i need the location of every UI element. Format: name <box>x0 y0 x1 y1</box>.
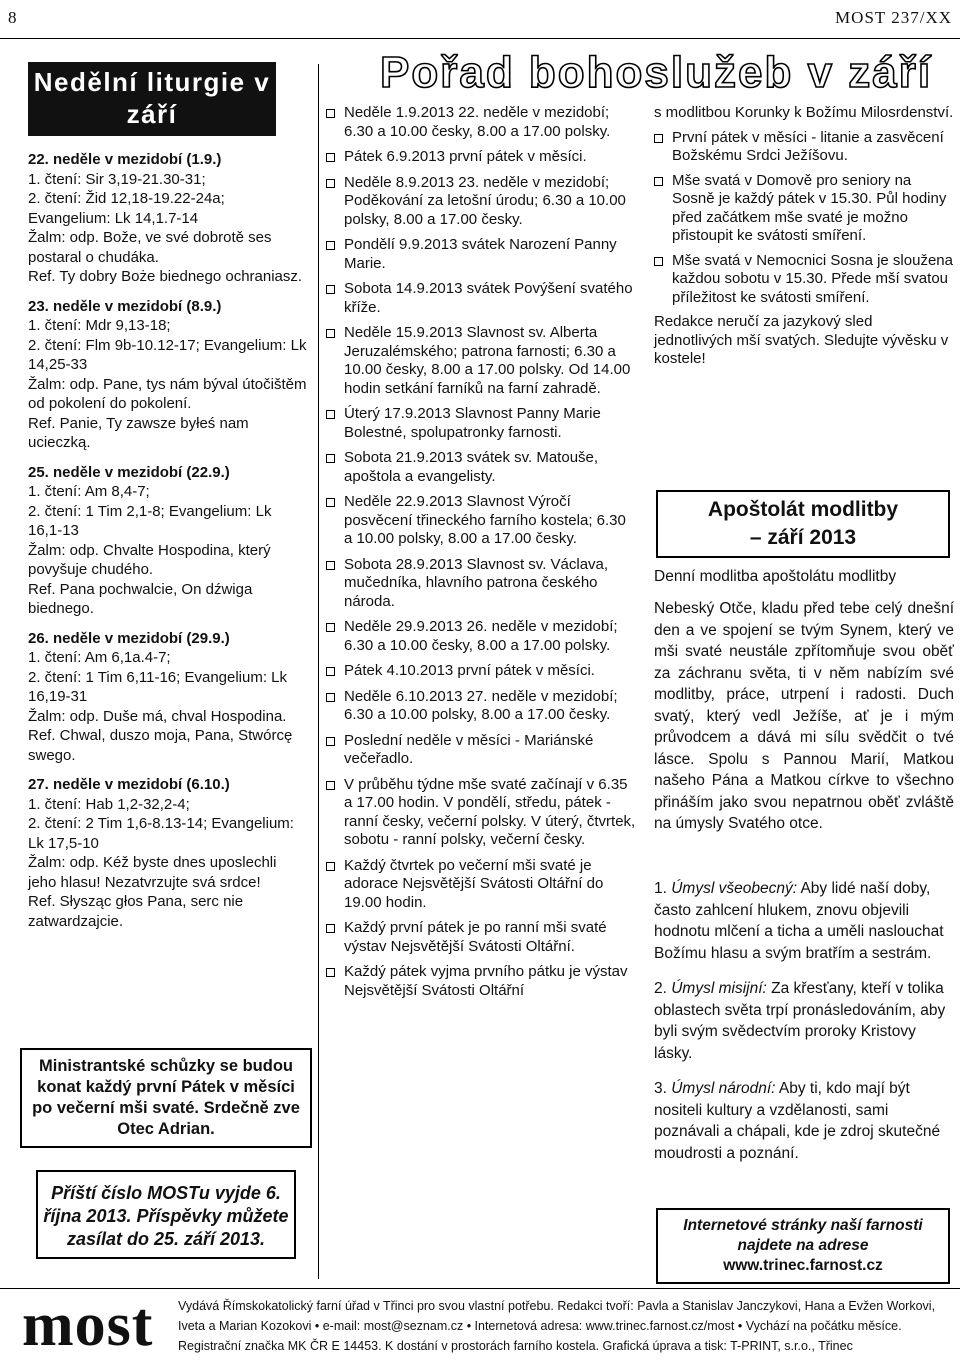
refrain: Ref. Ty dobry Boże biednego ochraniasz. <box>28 268 303 285</box>
week-27 <box>28 775 308 931</box>
week-title: 26. neděle v mezidobí (29.9.) <box>28 629 230 647</box>
refrain: Ref. Chwal, duszo moja, Pana, Stwórcę swego. <box>28 727 293 764</box>
ministrants-notice: Ministrantské schůzky se budou konat každý první Pátek v měsíci po večerní mši svaté. Srdečně zve Otec Adrian. <box>20 1048 312 1148</box>
issue-label: MOST 237/XX <box>835 8 952 27</box>
week-title: 23. neděle v mezidobí (8.9.) <box>28 297 222 315</box>
schedule-item: Pondělí 9.9.2013 svátek Narození Panny Marie. <box>326 236 636 273</box>
schedule-item: Sobota 21.9.2013 svátek sv. Matouše, apoštola a evangelisty. <box>326 449 636 486</box>
schedule-continued <box>654 104 954 375</box>
prayer-intentions <box>654 878 954 1178</box>
editorial-note: Redakce neručí za jazykový sled jednotlivých mší svatých. Sledujte vývěsku v kostele! <box>654 313 949 367</box>
reading: 2. čtení: 2 Tim 1,6-8.13-14; Evangelium: Lk 17,5-10 <box>28 815 294 852</box>
schedule-item: Mše svatá v Nemocnici Sosna je sloužena každou sobotu v 15.30. Přede mší svatou příležitost ke svátosti smíření. <box>654 252 954 308</box>
reading: 2. čtení: 1 Tim 6,11-16; Evangelium: Lk 16,19-31 <box>28 668 288 705</box>
week-26 <box>28 629 308 766</box>
schedule-item: Neděle 6.10.2013 27. neděle v mezidobí; 6.30 a 10.00 polsky, 8.00 a 17.00 česky. <box>326 688 636 725</box>
continuation-text: s modlitbou Korunky k Božímu Milosrdenství. <box>654 104 954 121</box>
reading: 2. čtení: Flm 9b-10.12-17; Evangelium: Lk 14,25-33 <box>28 336 307 373</box>
psalm: Žalm: odp. Pane, tys nám býval útočištěm od pokolení do pokolení. <box>28 375 307 412</box>
page-header <box>0 0 960 39</box>
week-title: 22. neděle v mezidobí (1.9.) <box>28 151 222 168</box>
week-title: 27. neděle v mezidobí (6.10.) <box>28 776 230 793</box>
schedule-item: Úterý 17.9.2013 Slavnost Panny Marie Bolestné, spolupatronky farnosti. <box>326 405 636 442</box>
refrain: Ref. Słysząc głos Pana, serc nie zatwardzajcie. <box>28 893 244 930</box>
schedule-title: Pořad bohoslužeb v září <box>380 48 933 97</box>
schedule-item: Každý pátek vyjma prvního pátku je výstav Nejsvětější Svátosti Oltářní <box>326 963 636 1000</box>
most-logo: most <box>22 1291 154 1359</box>
apostolat-subtitle: – září 2013 <box>749 526 857 549</box>
schedule-item: Neděle 29.9.2013 26. neděle v mezidobí; 6.30 a 10.00 česky, 8.00 a 17.00 polsky. <box>326 618 636 655</box>
reading: 1. čtení: Hab 1,2-32,2-4; <box>28 795 190 813</box>
schedule-item: Pátek 6.9.2013 první pátek v měsíci. <box>326 148 636 167</box>
schedule-item: V průběhu týdne mše svaté začínají v 6.35 a 17.00 hodin. V pondělí, středu, pátek - ranní česky, večerní polsky. V úterý, čtvrtek, sobotu - ranní polsky, večerní česky. <box>326 776 636 850</box>
schedule-item: Mše svatá v Domově pro seniory na Sosně je každý pátek v 15.30. Půl hodiny před začátkem mše svaté je možno přistoupit ke svátosti smíření. <box>654 172 954 246</box>
psalm: Žalm: odp. Kéž byste dnes uposlechli jeho hlasu! Nezatvrzujte svá srdce! <box>28 854 277 891</box>
website-text: Internetové stránky naší farnosti najdete na adrese <box>683 1217 923 1254</box>
schedule-item: Neděle 1.9.2013 22. neděle v mezidobí; 6.30 a 10.00 česky, 8.00 a 17.00 polsky. <box>326 104 636 141</box>
week-25 <box>28 463 308 619</box>
page-number: 8 <box>8 8 17 27</box>
website-notice <box>656 1208 950 1284</box>
refrain: Ref. Pana pochwalcie, On dźwiga biednego. <box>28 580 253 617</box>
schedule-item: Sobota 28.9.2013 Slavnost sv. Václava, mučedníka, hlavního patrona českého národa. <box>326 556 636 612</box>
reading: 1. čtení: Sir 3,19-21.30-31; <box>28 170 206 188</box>
reading: 1. čtení: Mdr 9,13-18; <box>28 317 171 334</box>
column-divider <box>318 64 319 1279</box>
reading: 1. čtení: Am 6,1a.4-7; <box>28 649 171 666</box>
schedule-item: Pátek 4.10.2013 první pátek v měsíci. <box>326 662 636 681</box>
apostolat-heading <box>656 490 950 558</box>
intention-item: 1. Úmysl všeobecný: Aby lidé naší doby, často zahlcení hlukem, znovu objevili hodnotu mlčení a ticha a uměli naslouchat Božímu hlasu a svým bratřím a sestrám. <box>654 880 944 962</box>
next-issue-notice: Příští číslo MOSTu vyjde 6. října 2013. Příspěvky můžete zasílat do 25. září 2013. <box>36 1170 296 1259</box>
intention-item: 2. Úmysl misijní: Za křesťany, kteří v tolika oblastech světa trpí pronásledováním, aby byli svým svědectvím proroky Kristovy lásky. <box>654 980 946 1062</box>
schedule-item: Každý první pátek je po ranní mši svaté výstav Nejsvětější Svátosti Oltářní. <box>326 919 636 956</box>
week-title: 25. neděle v mezidobí (22.9.) <box>28 463 230 481</box>
schedule-item: Neděle 15.9.2013 Slavnost sv. Alberta Jeruzalémského; patrona farnosti; 6.30 a 10.00 česky, 8.00 a 17.00 polsky. Od 14.00 hodin setkání farníků na farní zahradě. <box>326 324 636 398</box>
schedule-list <box>326 104 636 1007</box>
imprint-text: Vydává Římskokatolický farní úřad v Třinci pro svou vlastní potřebu. Redakci tvoří: Pavla a Stanislav Janczykovi, Hana a Evžen Workovi, Iveta a Marian Kozokovi • e-mail: most@seznam.cz • Internetová adresa: www.trinec.farnost.cz/most • Vychází na počátku měsíce. Registrační značka MK ČR E 14453. K dostání v prostorách farního kostela. Grafická úprava a tisk: T-PRINT, s.r.o., Třinec <box>178 1299 936 1353</box>
schedule-item: První pátek v měsíci - litanie a zasvěcení Božskému Srdci Ježíšovu. <box>654 129 954 166</box>
website-link[interactable]: www.trinec.farnost.cz <box>723 1257 883 1274</box>
psalm: Žalm: odp. Chvalte Hospodina, který povyšuje chudého. <box>28 541 271 578</box>
week-22 <box>28 150 308 287</box>
reading: 1. čtení: Am 8,4-7; <box>28 483 150 500</box>
apostolat-intro: Denní modlitba apoštolátu modlitby <box>654 568 897 585</box>
daily-prayer: Nebeský Otče, kladu před tebe celý dnešní den a ve spojení se tvým Synem, který ve mši svaté neustále zpřítomňuje svou oběť za záchranu světa, ti v něm nabízím své modlitby, práce, utrpení i radosti. Duch svatý, který vedl Ježíše, ať je i mým průvodcem a dává mi sílu svědčit o tvé lásce. Spolu s Pannou Marií, Matkou našeho Pána a Matkou církve to všechno přináším jako svou nepatrnou oběť zvláště na úmysly Svatého otce. <box>654 600 954 832</box>
schedule-item: Neděle 8.9.2013 23. neděle v mezidobí; Poděkování za letošní úrodu; 6.30 a 10.00 polsky, 8.00 a 17.00 česky. <box>326 174 636 230</box>
liturgy-readings <box>28 150 308 941</box>
schedule-item: Neděle 22.9.2013 Slavnost Výročí posvěcení třineckého farního kostela; 6.30 a 10.00 polsky, 8.00 a 17.00 česky. <box>326 493 636 549</box>
week-23 <box>28 297 308 453</box>
liturgy-title: Nedělní liturgie v září <box>28 62 276 136</box>
psalm: Žalm: odp. Duše má, chval Hospodina. <box>28 707 287 725</box>
schedule-item: Poslední neděle v měsíci - Mariánské večeřadlo. <box>326 732 636 769</box>
reading: 2. čtení: Žid 12,18-19.22-24a; Evangelium: Lk 14,1.7-14 <box>28 190 225 227</box>
refrain: Ref. Panie, Ty zawsze byłeś nam ucieczką. <box>28 414 249 451</box>
schedule-item: Každý čtvrtek po večerní mši svaté je adorace Nejsvětější Svátosti Oltářní do 19.00 hodin. <box>326 857 636 913</box>
schedule-item: Sobota 14.9.2013 svátek Povýšení svatého kříže. <box>326 280 636 317</box>
psalm: Žalm: odp. Bože, ve své dobrotě ses postaral o chudáka. <box>28 229 272 266</box>
intention-item: 3. Úmysl národní: Aby ti, kdo mají být nositeli kultury a vzdělanosti, sami poznávali a chápali, kde je zdroj skutečné moudrosti a poznání. <box>654 1080 941 1162</box>
reading: 2. čtení: 1 Tim 2,1-8; Evangelium: Lk 16,1-13 <box>28 502 272 539</box>
footer-divider <box>0 1288 960 1289</box>
apostolat-title: Apoštolát modlitby <box>707 498 899 521</box>
